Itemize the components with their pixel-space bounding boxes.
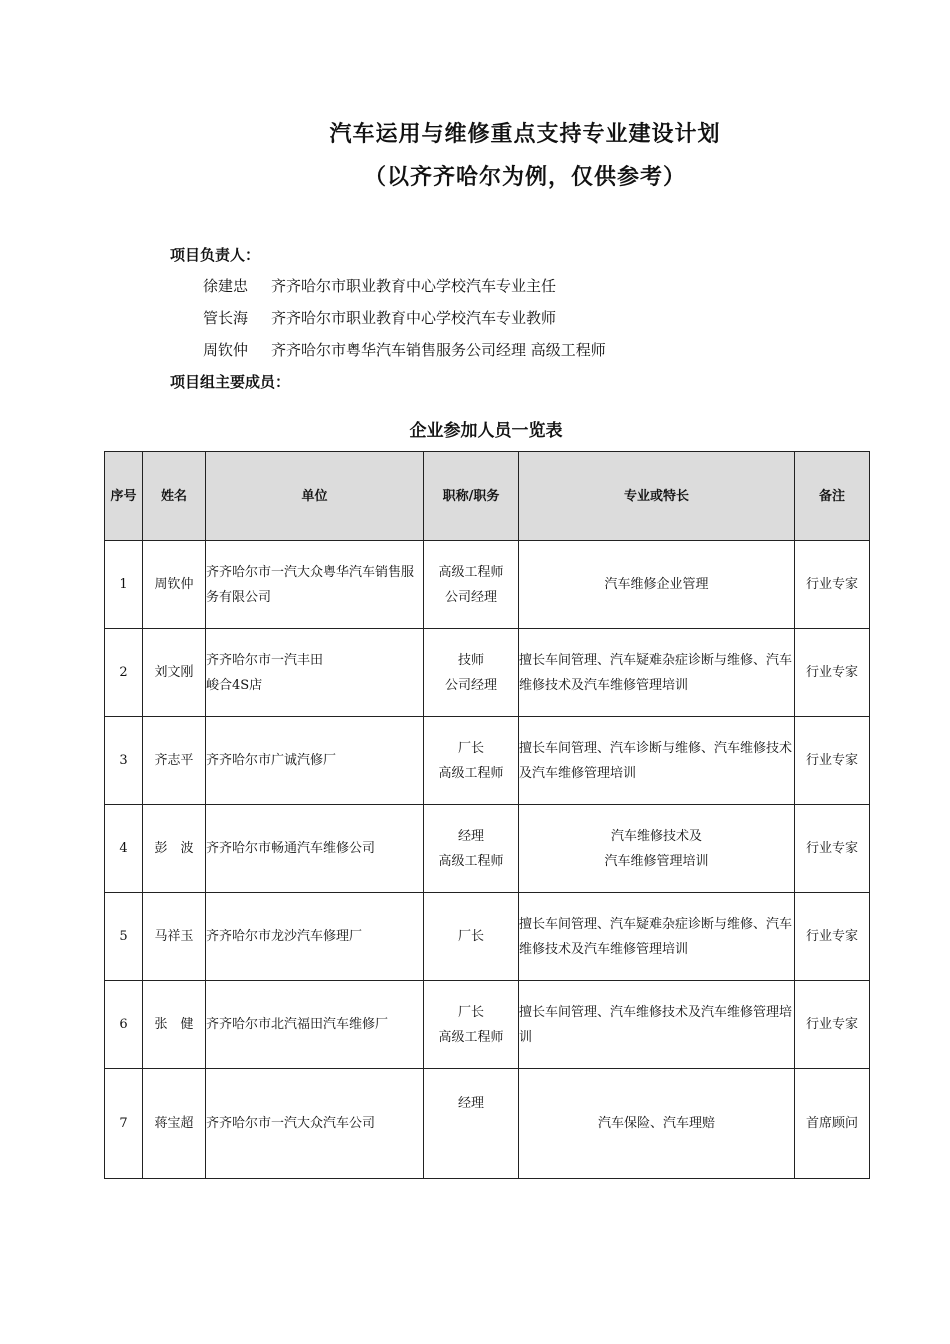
leaders-label: 项目负责人：	[170, 246, 261, 264]
cell-unit: 齐齐哈尔市广诚汽修厂	[206, 717, 424, 805]
cell-specialty: 擅长车间管理、汽车维修技术及汽车维修管理培训	[519, 981, 795, 1069]
table-row	[105, 981, 870, 1069]
leader-line	[203, 339, 606, 360]
leader-line	[203, 307, 556, 328]
cell-no: 6	[105, 981, 143, 1069]
header-unit: 单位	[206, 452, 424, 541]
cell-note: 行业专家	[795, 717, 870, 805]
leader-desc: 齐齐哈尔市粤华汽车销售服务公司经理 高级工程师	[271, 341, 606, 359]
page-title: 汽车运用与维修重点支持专业建设计划	[329, 122, 721, 147]
cell-note: 行业专家	[795, 805, 870, 893]
cell-specialty: 汽车维修企业管理	[519, 541, 795, 629]
page-subtitle: （以齐齐哈尔为例，仅供参考）	[363, 165, 686, 190]
cell-title: 厂长 高级工程师	[424, 717, 519, 805]
cell-no: 4	[105, 805, 143, 893]
cell-name: 张 健	[143, 981, 206, 1069]
cell-name: 彭 波	[143, 805, 206, 893]
cell-title: 经理	[424, 1069, 519, 1179]
members-label: 项目组主要成员：	[170, 373, 291, 391]
leader-line	[203, 275, 556, 296]
table-row	[105, 805, 870, 893]
cell-title: 厂长	[424, 893, 519, 981]
cell-unit: 齐齐哈尔市北汽福田汽车维修厂	[206, 981, 424, 1069]
table-row	[105, 717, 870, 805]
cell-title: 经理 高级工程师	[424, 805, 519, 893]
cell-no: 1	[105, 541, 143, 629]
personnel-table	[104, 451, 870, 1179]
table-row	[105, 629, 870, 717]
table-caption: 企业参加人员一览表	[409, 421, 563, 441]
cell-title: 厂长 高级工程师	[424, 981, 519, 1069]
table-row	[105, 1069, 870, 1179]
cell-note: 行业专家	[795, 541, 870, 629]
cell-unit: 齐齐哈尔市龙沙汽车修理厂	[206, 893, 424, 981]
cell-name: 齐志平	[143, 717, 206, 805]
cell-title: 技师 公司经理	[424, 629, 519, 717]
leader-desc: 齐齐哈尔市职业教育中心学校汽车专业教师	[271, 309, 557, 327]
leader-name: 周钦仲	[203, 341, 249, 359]
cell-name: 刘文刚	[143, 629, 206, 717]
cell-no: 3	[105, 717, 143, 805]
cell-specialty: 汽车保险、汽车理赔	[519, 1069, 795, 1179]
table-row	[105, 541, 870, 629]
header-no: 序号	[105, 452, 143, 541]
header-title: 职称/职务	[424, 452, 519, 541]
cell-unit: 齐齐哈尔市一汽大众汽车公司	[206, 1069, 424, 1179]
cell-note: 行业专家	[795, 981, 870, 1069]
cell-no: 7	[105, 1069, 143, 1179]
cell-name: 蒋宝超	[143, 1069, 206, 1179]
cell-specialty: 擅长车间管理、汽车诊断与维修、汽车维修技术及汽车维修管理培训	[519, 717, 795, 805]
cell-specialty: 汽车维修技术及 汽车维修管理培训	[519, 805, 795, 893]
header-note: 备注	[795, 452, 870, 541]
leader-desc: 齐齐哈尔市职业教育中心学校汽车专业主任	[271, 277, 557, 295]
cell-unit: 齐齐哈尔市畅通汽车维修公司	[206, 805, 424, 893]
table-header-row	[105, 452, 870, 541]
cell-name: 马祥玉	[143, 893, 206, 981]
cell-note: 首席顾问	[795, 1069, 870, 1179]
cell-specialty: 擅长车间管理、汽车疑难杂症诊断与维修、汽车维修技术及汽车维修管理培训	[519, 629, 795, 717]
cell-note: 行业专家	[795, 629, 870, 717]
header-name: 姓名	[143, 452, 206, 541]
cell-no: 2	[105, 629, 143, 717]
header-specialty: 专业或特长	[519, 452, 795, 541]
cell-note: 行业专家	[795, 893, 870, 981]
cell-unit: 齐齐哈尔市一汽大众粤华汽车销售服务有限公司	[206, 541, 424, 629]
cell-name: 周钦仲	[143, 541, 206, 629]
leader-name: 管长海	[203, 309, 249, 327]
cell-specialty: 擅长车间管理、汽车疑难杂症诊断与维修、汽车维修技术及汽车维修管理培训	[519, 893, 795, 981]
leader-name: 徐建忠	[203, 277, 249, 295]
cell-unit: 齐齐哈尔市一汽丰田 峻合4S店	[206, 629, 424, 717]
table-row	[105, 893, 870, 981]
cell-title: 高级工程师 公司经理	[424, 541, 519, 629]
cell-no: 5	[105, 893, 143, 981]
